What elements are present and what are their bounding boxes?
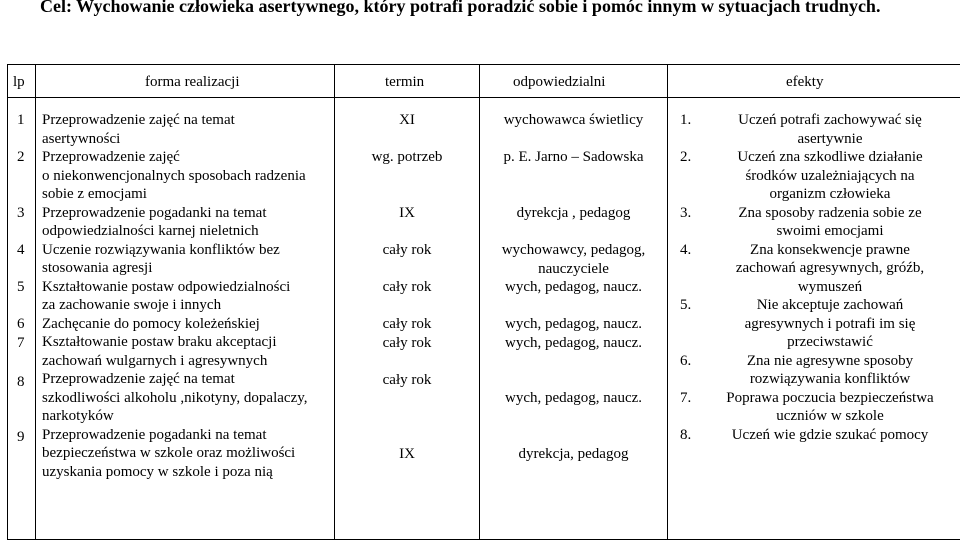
column-divider — [35, 64, 36, 540]
forma-text-line: Przeprowadzenie pogadanki na temat — [42, 426, 267, 443]
header-forma: forma realizacji — [145, 74, 240, 90]
table-top-border — [7, 64, 960, 65]
forma-text-line: Przeprowadzenie zajęć na temat — [42, 112, 235, 128]
efekt-line: przeciwstawić — [787, 334, 873, 350]
efekt-line: Zna konsekwencje prawne — [750, 241, 910, 258]
efekt-item — [680, 389, 956, 426]
efekt-number: 7. — [680, 389, 692, 406]
efekt-line: asertywnie — [797, 130, 863, 147]
forma-text-line: narkotyków — [42, 408, 114, 424]
odpowiedzialni-value: wychowawca świetlicy — [503, 112, 644, 128]
table-bottom-border — [7, 539, 960, 540]
efekt-item — [680, 352, 956, 389]
efekt-line: Poprawa poczucia bezpieczeństwa — [726, 389, 934, 406]
efekt-line: organizm człowieka — [769, 186, 891, 202]
efekt-line: środków uzależniających na — [745, 167, 915, 184]
row-number: 5 — [17, 279, 25, 295]
efekt-line: Nie akceptuje zachowań — [756, 297, 904, 313]
efekt-line: wymuszeń — [797, 278, 863, 295]
row-number: 4 — [17, 242, 25, 258]
efekt-number: 6. — [680, 352, 692, 369]
column-divider — [667, 64, 668, 540]
forma-text-line: Przeprowadzenie zajęć — [42, 149, 180, 165]
forma-text-line: odpowiedzialności karnej nieletnich — [42, 223, 259, 239]
efekt-line: Uczeń zna szkodliwe działanie — [737, 149, 923, 165]
header-termin: termin — [385, 74, 425, 90]
odpowiedzialni-value: wych, pedagog, naucz. — [504, 279, 643, 295]
efekt-number: 1. — [680, 112, 692, 128]
column-divider — [479, 64, 480, 540]
odpowiedzialni-value: dyrekcja, pedagog — [518, 446, 629, 462]
odpowiedzialni-value: wych, pedagog, naucz. — [504, 335, 643, 351]
termin-value: cały rok — [382, 335, 432, 351]
efekt-number: 4. — [680, 241, 692, 258]
efekt-item — [680, 148, 956, 204]
efekt-line: uczniów w szkole — [776, 408, 884, 424]
efekty-list — [680, 111, 956, 444]
header-lp: lp — [13, 74, 25, 90]
forma-text-line: Zachęcanie do pomocy koleżeńskiej — [42, 315, 260, 332]
efekt-item — [680, 111, 956, 148]
table-left-border — [7, 64, 8, 540]
termin-value: cały rok — [382, 372, 432, 388]
table-header-divider — [7, 97, 960, 98]
column-divider — [334, 64, 335, 540]
efekt-number: 8. — [680, 426, 692, 443]
forma-text-line: uzyskania pomocy w szkole i poza nią — [42, 463, 273, 480]
forma-text-line: zachowań wulgarnych i agresywnych — [42, 352, 268, 369]
forma-text-line: Przeprowadzenie pogadanki na temat — [42, 204, 267, 221]
efekt-line: Uczeń potrafi zachowywać się — [738, 112, 922, 128]
row-number: 8 — [17, 374, 25, 390]
efekt-line: zachowań agresywnych, gróźb, — [735, 260, 925, 276]
page-title: Cel: Wychowanie człowieka asertywnego, który potrafi poradzić sobie i pomóc innym w sytuacjach trudnych. — [40, 0, 881, 16]
row-number: 2 — [17, 149, 25, 165]
termin-value: IX — [399, 205, 415, 221]
row-number: 7 — [17, 335, 25, 351]
forma-text-line: szkodliwości alkoholu ,nikotyny, dopalaczy, — [42, 389, 308, 406]
forma-text-line: Przeprowadzenie zajęć na temat — [42, 371, 235, 387]
efekt-item — [680, 426, 956, 445]
termin-value: cały rok — [382, 316, 432, 332]
forma-text-line: Kształtowanie postaw braku akceptacji — [42, 334, 277, 350]
efekt-item — [680, 296, 956, 352]
efekt-item — [680, 241, 956, 297]
termin-value: IX — [399, 446, 415, 462]
odpowiedzialni-value: dyrekcja , pedagog — [516, 205, 631, 221]
efekt-line: Uczeń wie gdzie szukać pomocy — [731, 426, 929, 443]
forma-text-line: o niekonwencjonalnych sposobach radzenia — [42, 167, 306, 184]
efekt-line: agresywnych i potrafi im się — [744, 315, 916, 332]
row-number: 3 — [17, 205, 25, 221]
efekt-item — [680, 204, 956, 241]
odpowiedzialni-value: nauczyciele — [538, 260, 609, 277]
forma-text-line: asertywności — [42, 130, 121, 147]
odpowiedzialni-value: wych, pedagog, naucz. — [504, 316, 643, 332]
termin-value: wg. potrzeb — [371, 149, 443, 165]
termin-value: cały rok — [382, 242, 432, 258]
efekt-line: Zna nie agresywne sposoby — [746, 352, 914, 369]
efekt-number: 2. — [680, 149, 692, 165]
termin-value: XI — [399, 112, 415, 128]
forma-text-line: stosowania agresji — [42, 260, 153, 276]
forma-text-line: Uczenie rozwiązywania konfliktów bez — [42, 241, 280, 258]
odpowiedzialni-value: wychowawcy, pedagog, — [501, 242, 646, 258]
row-number: 1 — [17, 112, 25, 128]
header-efekty: efekty — [786, 74, 824, 90]
efekt-number: 5. — [680, 297, 692, 313]
odpowiedzialni-value: wych, pedagog, naucz. — [504, 390, 643, 406]
row-number: 6 — [17, 316, 25, 332]
forma-text-line: Kształtowanie postaw odpowiedzialności — [42, 278, 291, 295]
efekt-line: swoimi emocjami — [776, 223, 884, 239]
forma-text-line: sobie z emocjami — [42, 186, 147, 202]
forma-text-line: bezpieczeństwa w szkole oraz możliwości — [42, 445, 296, 461]
efekt-number: 3. — [680, 204, 692, 221]
row-number: 9 — [17, 429, 25, 445]
efekt-line: rozwiązywania konfliktów — [749, 371, 911, 387]
termin-value: cały rok — [382, 279, 432, 295]
efekt-line: Zna sposoby radzenia sobie ze — [738, 204, 922, 221]
forma-text-line: za zachowanie swoje i innych — [42, 297, 222, 313]
odpowiedzialni-value: p. E. Jarno – Sadowska — [503, 149, 644, 165]
header-odpowiedzialni: odpowiedzialni — [513, 74, 606, 90]
